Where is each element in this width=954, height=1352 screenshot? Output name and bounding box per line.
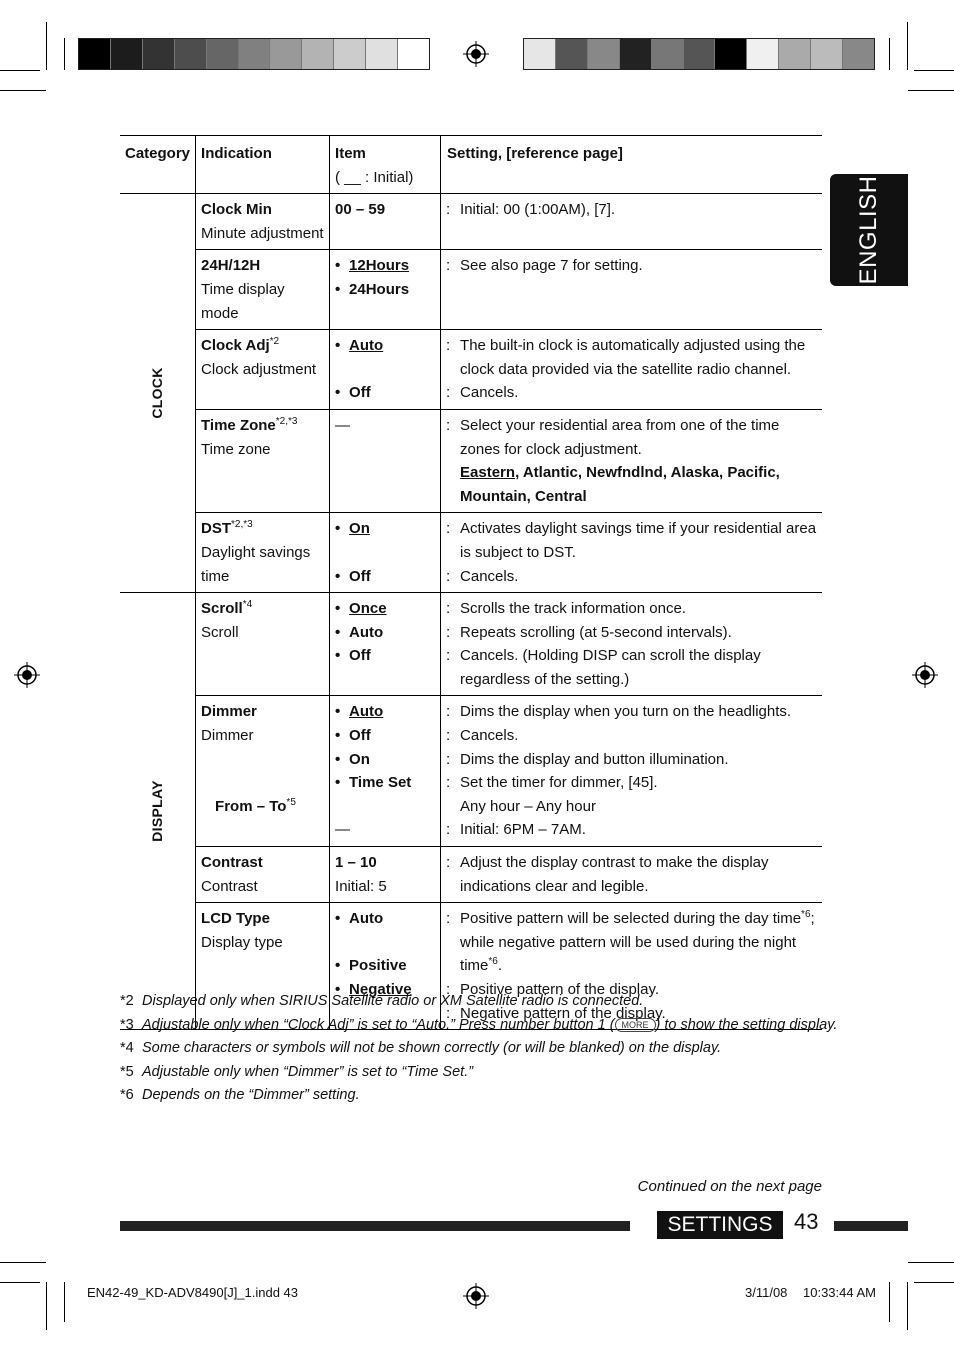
crop-mark	[889, 1282, 890, 1322]
footnote-mark: *5	[120, 1063, 134, 1080]
item-option: Time Set	[349, 774, 412, 792]
footnote-text: Adjustable only when “Dimmer” is set to “Time Set.”	[142, 1063, 474, 1080]
crop-mark	[0, 70, 40, 71]
item-cell	[330, 194, 441, 250]
indication-cell	[196, 250, 330, 330]
color-swatch	[652, 39, 684, 69]
color-swatch	[270, 39, 302, 69]
crop-mark	[0, 1282, 40, 1283]
color-swatch	[843, 39, 874, 69]
color-swatch	[175, 39, 207, 69]
indication-name: Clock Min	[201, 201, 272, 219]
crop-mark	[908, 90, 954, 91]
footnote-ref: *2,*3	[275, 415, 298, 427]
registration-mark-icon	[463, 41, 489, 67]
item-value: 00 – 59	[335, 201, 386, 219]
item-option: Positive	[349, 957, 407, 975]
item-option: On	[349, 520, 370, 538]
section-rule	[120, 1221, 630, 1231]
indication-cell	[196, 593, 330, 696]
color-calibration-bar-left	[78, 38, 430, 70]
footnote-mark: *4	[120, 1040, 134, 1057]
item-value: —	[335, 821, 351, 839]
item-cell	[330, 330, 441, 410]
crop-mark	[0, 90, 46, 91]
setting-text: Initial: 00 (1:00AM), [7].	[460, 201, 616, 219]
indication-desc: Minute adjustment	[201, 224, 324, 242]
item-cell	[330, 696, 441, 847]
color-swatch	[779, 39, 811, 69]
footnote	[120, 1037, 837, 1061]
header-category: Category	[120, 136, 196, 194]
crop-mark	[889, 38, 890, 70]
table-row	[120, 194, 822, 250]
setting-cell: : Positive pattern will be selected during the day time$^{*6}$; while negative pattern will be used during the night time$^{*6}$. : Positive pattern of the display. : Negative pattern of the display.	[441, 903, 822, 1030]
crop-mark	[908, 1262, 954, 1263]
setting-text: Activates daylight savings time if your residential area is subject to DST.	[460, 520, 817, 561]
indication-desc: Time zone	[201, 440, 271, 458]
setting-text: Dims the display and button illumination.	[460, 750, 729, 768]
item-option: Off	[349, 567, 371, 585]
crop-mark	[0, 1262, 46, 1263]
indication-sub-name: From – To	[215, 797, 287, 815]
item-value: —	[335, 416, 351, 434]
indication-desc: Daylight savings time	[201, 543, 311, 585]
table-row	[120, 409, 822, 512]
footnote-text: ) to show the setting display.	[655, 1016, 838, 1033]
color-swatch	[398, 39, 429, 69]
table-row	[120, 847, 822, 903]
item-option: 24Hours	[349, 280, 410, 298]
header-item	[330, 136, 441, 194]
setting-text: Any hour – Any hour	[460, 797, 596, 815]
color-swatch	[111, 39, 143, 69]
setting-cell: : Activates daylight savings time if your residential area is subject to DST. : Cancels.	[441, 513, 822, 593]
footnote-mark: *2	[120, 993, 134, 1009]
indication-name: Clock Adj	[201, 337, 270, 355]
setting-cell: : Dims the display when you turn on the headlights. : Cancels. : Dims the display and button illumination. : Set the timer for dimmer, [45]. Any hour – Any hour : Initial: 6PM – 7AM.	[441, 696, 822, 847]
color-swatch	[143, 39, 175, 69]
footnote	[120, 1014, 837, 1038]
setting-text: Adjust the display contrast to make the display indications clear and legible.	[460, 854, 769, 895]
category-cell-clock	[120, 194, 196, 593]
item-cell	[330, 250, 441, 330]
item-cell	[330, 847, 441, 903]
footnote-mark: *3	[120, 1016, 134, 1033]
indication-desc: Time display mode	[201, 280, 285, 322]
setting-cell: : Initial: 00 (1:00AM), [7].	[441, 194, 822, 250]
setting-text: See also page 7 for setting.	[460, 257, 643, 275]
item-initial: Initial: 5	[335, 877, 387, 895]
header-item-label: Item	[335, 145, 366, 162]
table-row	[120, 513, 822, 593]
category-label-clock: CLOCK	[148, 367, 165, 419]
item-cell	[330, 409, 441, 512]
footnote-mark: *6	[120, 1087, 134, 1104]
indication-cell	[196, 513, 330, 593]
footnote-text: Adjustable only when “Clock Adj” is set to “Auto.” Press number button 1 (	[142, 1016, 615, 1033]
indication-name: DST	[201, 520, 232, 538]
footnote-ref: *2	[269, 336, 280, 348]
table-row	[120, 696, 822, 847]
registration-mark-icon	[912, 662, 938, 688]
footnote-ref: *2,*3	[231, 519, 253, 531]
page-number: 43	[794, 1209, 819, 1234]
section-rule	[834, 1221, 908, 1231]
color-swatch	[366, 39, 398, 69]
color-calibration-bar-right	[523, 38, 875, 70]
setting-text: Positive pattern will be selected during the day time	[460, 910, 802, 928]
footnote-ref: *6	[801, 909, 811, 921]
indication-desc: Dimmer	[201, 727, 254, 745]
more-button-icon: MORE	[615, 1018, 656, 1032]
footnote-ref: *5	[286, 796, 296, 808]
item-option: Auto	[349, 703, 384, 721]
footnote-ref: *6	[488, 956, 498, 968]
item-cell	[330, 593, 441, 696]
crop-mark	[46, 1282, 47, 1330]
setting-cell: : See also page 7 for setting.	[441, 250, 822, 330]
header-indication: Indication	[196, 136, 330, 194]
setting-text: Positive pattern of the display.	[460, 981, 660, 998]
color-swatch	[524, 39, 556, 69]
setting-cell: : Select your residential area from one of the time zones for clock adjustment. Eastern, Atlantic, Newfndlnd, Alaska, Pacific, Mountain, Central	[441, 409, 822, 512]
indication-cell	[196, 330, 330, 410]
indication-name: LCD Type	[201, 910, 270, 928]
color-swatch	[239, 39, 271, 69]
slug-time: 10:33:44 AM	[803, 1285, 876, 1300]
color-swatch	[334, 39, 366, 69]
indication-name: 24H/12H	[201, 257, 261, 275]
registration-mark-icon	[14, 662, 40, 688]
item-option: Once	[349, 600, 387, 618]
item-option: Off	[349, 384, 371, 402]
indication-name: Scroll	[201, 600, 243, 618]
footnote-text: Some characters or symbols will not be shown correctly (or will be blanked) on the display.	[142, 1040, 722, 1057]
crop-mark	[907, 22, 908, 70]
footnote-ref: *4	[242, 599, 253, 611]
crop-mark	[64, 38, 65, 70]
indication-desc: Scroll	[201, 623, 239, 641]
settings-table	[120, 135, 822, 1030]
item-option: Negative	[349, 981, 412, 998]
item-option: On	[349, 750, 370, 768]
setting-text: .	[497, 957, 502, 975]
indication-desc: Clock adjustment	[201, 360, 317, 378]
setting-options: , Atlantic, Newfndlnd, Alaska, Pacific, Mountain, Central	[460, 464, 780, 505]
color-swatch	[811, 39, 843, 69]
item-option: Auto	[349, 337, 384, 355]
indication-cell	[196, 847, 330, 903]
indication-cell	[196, 194, 330, 250]
setting-text: The built-in clock is automatically adjusted using the clock data provided via the satellite radio channel.	[460, 337, 806, 378]
footnotes	[120, 990, 837, 1108]
setting-cell: : The built-in clock is automatically adjusted using the clock data provided via the satellite radio channel. : Cancels.	[441, 330, 822, 410]
item-cell	[330, 513, 441, 593]
indication-name: Contrast	[201, 854, 263, 872]
color-swatch	[79, 39, 111, 69]
indication-desc: Contrast	[201, 877, 258, 895]
color-swatch	[684, 39, 716, 69]
color-swatch	[207, 39, 239, 69]
header-setting: Setting, [reference page]	[441, 136, 822, 194]
indication-cell	[196, 696, 330, 847]
indication-name: Time Zone	[201, 416, 276, 434]
setting-text: Initial: 6PM – 7AM.	[460, 821, 586, 839]
setting-text: Cancels.	[460, 727, 519, 745]
setting-option-initial: Eastern	[460, 464, 516, 482]
table-row	[120, 330, 822, 410]
item-option: Auto	[349, 623, 384, 641]
setting-text: Select your residential area from one of the time zones for clock adjustment.	[460, 416, 780, 458]
footnote	[120, 1061, 837, 1085]
color-swatch	[747, 39, 779, 69]
crop-mark	[46, 22, 47, 70]
setting-text: Repeats scrolling (at 5-second intervals).	[460, 623, 732, 641]
setting-text: Cancels.	[460, 567, 519, 585]
color-swatch	[302, 39, 334, 69]
slug-filename: EN42-49_KD-ADV8490[J]_1.indd 43	[87, 1285, 299, 1300]
crop-mark	[914, 70, 954, 71]
color-swatch	[715, 39, 747, 69]
setting-text: Negative pattern of the display.	[460, 1004, 666, 1022]
setting-text: Cancels.	[460, 384, 519, 402]
table-header-row	[120, 136, 822, 194]
indication-cell	[196, 409, 330, 512]
slug-date: 3/11/08	[745, 1285, 788, 1300]
category-cell-display	[120, 593, 196, 1030]
crop-mark	[64, 1282, 65, 1322]
crop-mark	[907, 1282, 908, 1330]
item-option: Auto	[349, 910, 384, 928]
footnote	[120, 990, 837, 1014]
setting-text: Cancels. (Holding DISP can scroll the display regardless of the setting.)	[460, 647, 761, 688]
crop-mark	[914, 1282, 954, 1283]
language-tab	[830, 174, 908, 286]
header-item-note: ( __ : Initial)	[335, 168, 414, 186]
color-swatch	[588, 39, 620, 69]
category-label-display: DISPLAY	[148, 780, 165, 842]
language-tab-label: ENGLISH	[855, 175, 882, 285]
indication-name: Dimmer	[201, 703, 257, 721]
footnote-text: Depends on the “Dimmer” setting.	[142, 1087, 360, 1104]
setting-cell: : Adjust the display contrast to make the display indications clear and legible.	[441, 847, 822, 903]
color-swatch	[620, 39, 652, 69]
footnote	[120, 1084, 837, 1108]
setting-cell: : Scrolls the track information once. : Repeats scrolling (at 5-second intervals). : Cancels. (Holding DISP can scroll the display regardless of the setting.)	[441, 593, 822, 696]
table-row	[120, 250, 822, 330]
item-option: Off	[349, 647, 371, 665]
color-swatch	[556, 39, 588, 69]
indication-desc: Display type	[201, 933, 283, 951]
continued-note: Continued on the next page	[637, 1178, 822, 1195]
item-option: 12Hours	[349, 257, 410, 275]
item-value: 1 – 10	[335, 854, 377, 872]
setting-text: Set the timer for dimmer, [45].	[460, 774, 658, 792]
section-label: SETTINGS	[657, 1211, 783, 1239]
footnote-text: Displayed only when SIRIUS Satellite radio or XM Satellite radio is connected.	[142, 993, 644, 1009]
setting-text: ; while negative pattern will be used during the night time	[460, 910, 815, 975]
setting-text: Dims the display when you turn on the headlights.	[460, 703, 792, 721]
registration-mark-icon	[463, 1283, 489, 1309]
table-row	[120, 593, 822, 696]
item-option: Off	[349, 727, 371, 745]
setting-text: Scrolls the track information once.	[460, 600, 686, 618]
